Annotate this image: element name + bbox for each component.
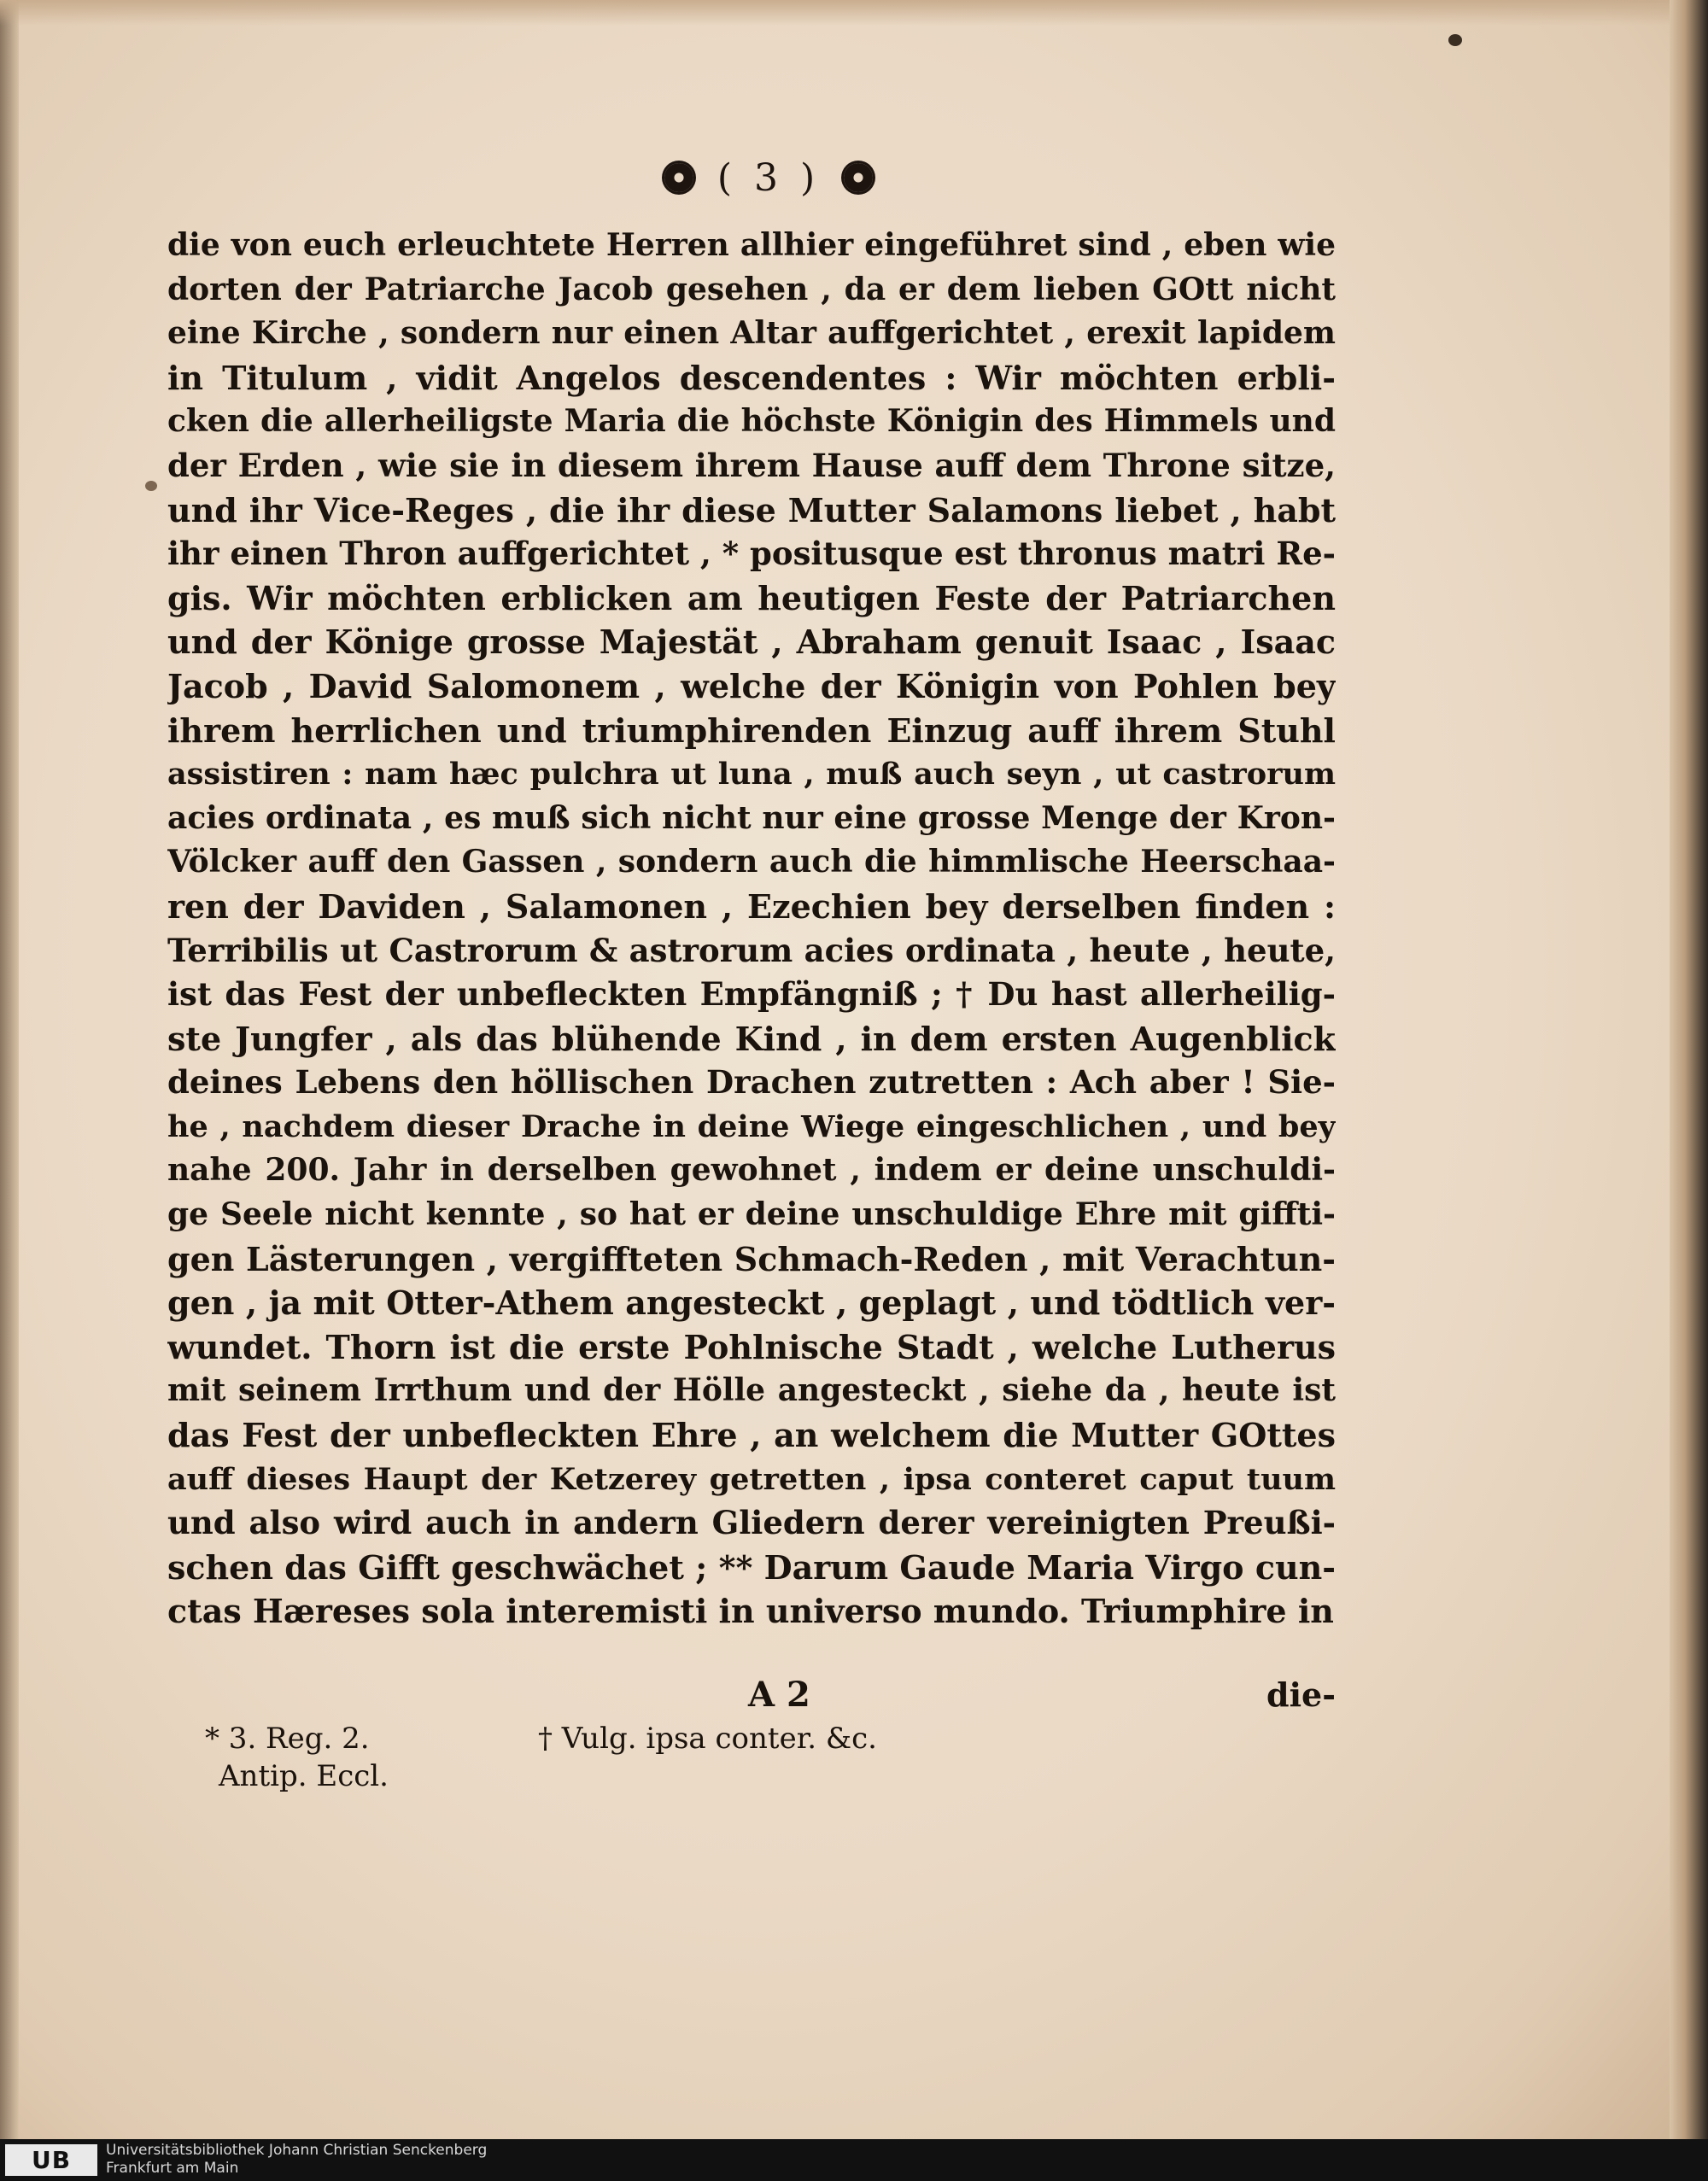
paper-hole bbox=[1448, 34, 1462, 46]
text-line: he , nachdem dieser Drache in deine Wiege eingeschlichen , und bey bbox=[167, 1108, 1336, 1144]
text-line: assistiren : nam hæc pulchra ut luna , muß auch seyn , ut castrorum bbox=[167, 757, 1336, 792]
library-footer-bar bbox=[0, 2139, 1708, 2181]
footnote: Antip. Eccl. bbox=[219, 1759, 389, 1793]
text-line: auff dieses Haupt der Ketzerey getretten , ipsa conteret caput tuum bbox=[167, 1461, 1336, 1497]
text-line: deines Lebens den höllischen Drachen zutretten : Ach aber ! Sie- bbox=[167, 1063, 1336, 1102]
rosette-ornament-right-icon bbox=[844, 163, 873, 192]
text-line: eine Kirche , sondern nur einen Altar auffgerichtet , erexit lapidem bbox=[167, 315, 1336, 352]
text-line: nahe 200. Jahr in derselben gewohnet , indem er deine unschuldi- bbox=[167, 1152, 1336, 1189]
text-line: das Fest der unbefleckten Ehre , an welchem die Mutter GOttes bbox=[167, 1416, 1336, 1455]
ub-logo: UB bbox=[5, 2144, 97, 2176]
text-line: gen Lästerungen , vergiffteten Schmach-Reden , mit Verachtun- bbox=[167, 1239, 1336, 1278]
text-line: ge Seele nicht kennte , so hat er deine unschuldige Ehre mit giffti- bbox=[167, 1196, 1336, 1233]
rosette-ornament-left-icon bbox=[664, 163, 693, 192]
text-line: mit seinem Irrthum und der Hölle angesteckt , siehe da , heute ist bbox=[167, 1372, 1336, 1409]
text-line: ctas Hæreses sola interemisti in universo mundo. Triumphire in bbox=[167, 1592, 1334, 1631]
text-line: wundet. Thorn ist die erste Pohlnische Stadt , welche Lutherus bbox=[167, 1327, 1336, 1366]
text-line: ihrem herrlichen und triumphirenden Einzug auff ihrem Stuhl bbox=[167, 710, 1336, 750]
page-footer-row bbox=[167, 1674, 1336, 1716]
text-line: und also wird auch in andern Gliedern derer vereinigten Preußi- bbox=[167, 1504, 1336, 1542]
paper-speck bbox=[145, 481, 157, 491]
footnote: † Vulg. ipsa conter. &c. bbox=[538, 1722, 877, 1756]
text-line: und ihr Vice-Reges , die ihr diese Mutter Salamons liebet , habt bbox=[167, 490, 1336, 529]
text-line: dorten der Patriarche Jacob gesehen , da er dem lieben GOtt nicht bbox=[167, 271, 1336, 307]
library-city: Frankfurt am Main bbox=[106, 2160, 239, 2177]
text-line: Jacob , David Salomonem , welche der Königin von Pohlen bey bbox=[167, 666, 1336, 705]
sheet-right-edge bbox=[1670, 0, 1708, 2139]
text-line: acies ordinata , es muß sich nicht nur eine grosse Menge der Kron- bbox=[167, 799, 1336, 836]
page-number: ( 3 ) bbox=[717, 155, 821, 200]
text-line: schen das Gifft geschwächet ; ** Darum Gaude Maria Virgo cun- bbox=[167, 1547, 1336, 1587]
text-line: gen , ja mit Otter-Athem angesteckt , geplagt , und tödtlich ver- bbox=[167, 1283, 1336, 1323]
text-line: Völcker auff den Gassen , sondern auch die himmlische Heerschaa- bbox=[167, 844, 1336, 880]
text-line: ist das Fest der unbefleckten Empfängniß ; † Du hast allerheilig- bbox=[167, 975, 1336, 1014]
text-line: in Titulum , vidit Angelos descendentes : Wir möchten erbli- bbox=[167, 358, 1336, 397]
text-line: gis. Wir möchten erblicken am heutigen Feste der Patriarchen bbox=[167, 578, 1336, 617]
text-line: ren der Daviden , Salamonen , Ezechien bey derselben finden : bbox=[167, 886, 1336, 926]
text-line: Terribilis ut Castrorum & astrorum acies ordinata , heute , heute, bbox=[167, 931, 1336, 969]
text-line: ihr einen Thron auffgerichtet , * positusque est thronus matri Re- bbox=[167, 535, 1336, 573]
text-line: und der Könige grosse Majestät , Abraham genuit Isaac , Isaac bbox=[167, 623, 1336, 662]
footnote: * 3. Reg. 2. bbox=[205, 1722, 370, 1756]
text-line: cken die allerheiligste Maria die höchste Königin des Himmels und bbox=[167, 403, 1336, 440]
signature-mark: A 2 bbox=[748, 1675, 810, 1715]
library-name: Universitätsbibliothek Johann Christian Senckenberg bbox=[106, 2142, 488, 2159]
text-line: der Erden , wie sie in diesem ihrem Hause auff dem Throne sitze, bbox=[167, 446, 1336, 484]
text-line: die von euch erleuchtete Herren allhier eingeführet sind , eben wie bbox=[167, 227, 1336, 263]
body-text bbox=[167, 224, 1336, 1634]
sheet-left-edge bbox=[0, 0, 19, 2139]
text-line: ste Jungfer , als das blühende Kind , in dem ersten Augenblick bbox=[167, 1019, 1336, 1058]
catchword: die- bbox=[1266, 1675, 1336, 1714]
sheet-top-edge bbox=[0, 0, 1708, 26]
page-header bbox=[649, 152, 888, 203]
